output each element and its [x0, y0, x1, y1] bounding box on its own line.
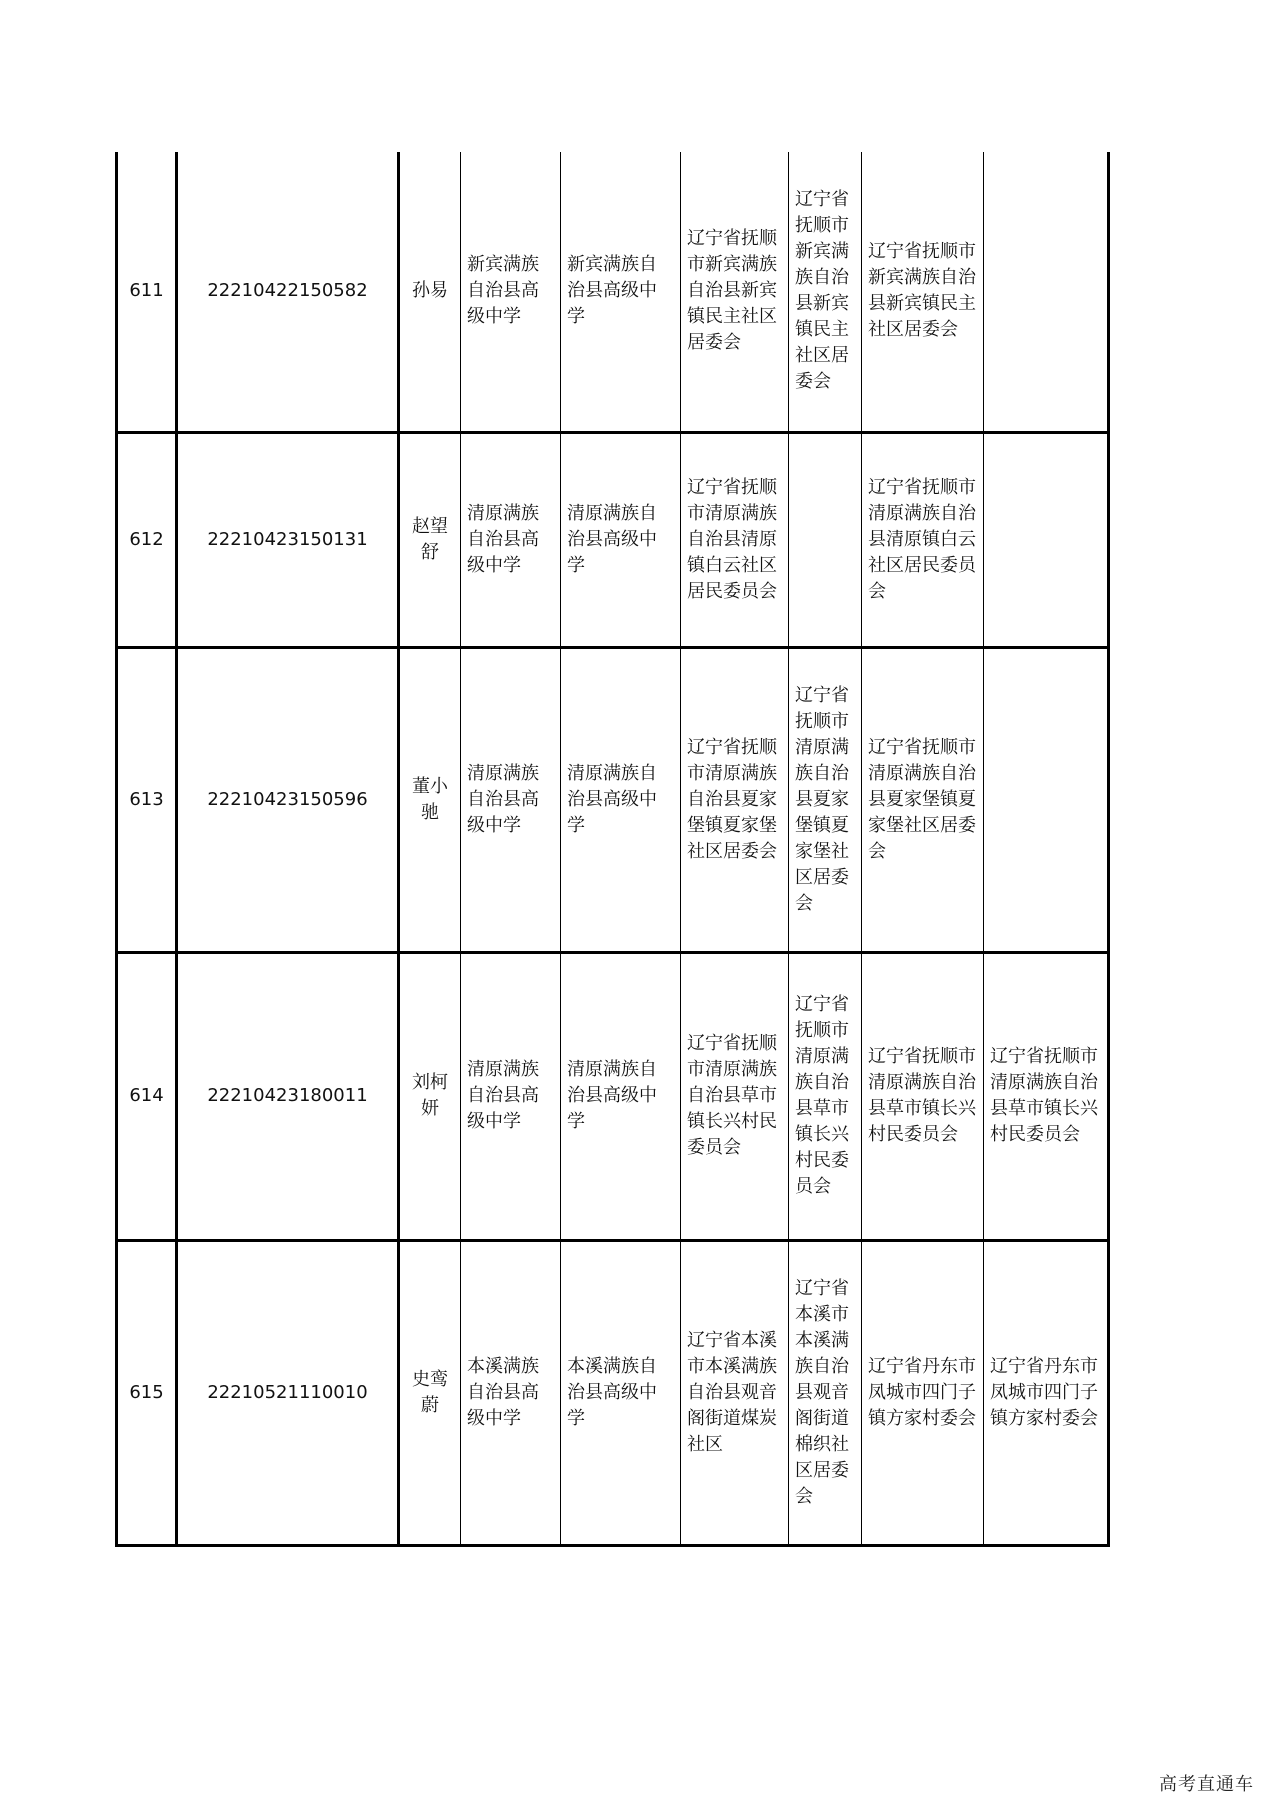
graduated-school-cell: 清原满族自治县高级中学 [561, 432, 681, 647]
graduated-school-cell: 清原满族自治县高级中学 [561, 647, 681, 952]
table-row [117, 647, 1109, 952]
guardian-address-cell: 辽宁省抚顺市新宾满族自治县新宾镇民主社区居委会 [862, 152, 984, 432]
roster-sheet [115, 152, 1107, 1547]
residence-address-cell: 辽宁省抚顺市新宾满族自治县新宾镇民主社区居委会 [789, 152, 862, 432]
school-name-cell: 本溪满族自治县高级中学 [461, 1240, 561, 1545]
roster-rows [117, 152, 1109, 1545]
school-name-cell: 新宾满族自治县高级中学 [461, 152, 561, 432]
residence-address-cell: 辽宁省抚顺市清原满族自治县草市镇长兴村民委员会 [789, 952, 862, 1240]
row-index-cell: 611 [117, 152, 177, 432]
graduated-school-cell: 清原满族自治县高级中学 [561, 952, 681, 1240]
table-row [117, 1240, 1109, 1545]
other-address-cell: 辽宁省抚顺市清原满族自治县草市镇长兴村民委员会 [984, 952, 1109, 1240]
guardian-address-cell: 辽宁省抚顺市清原满族自治县清原镇白云社区居民委员会 [862, 432, 984, 647]
school-name-cell: 清原满族自治县高级中学 [461, 432, 561, 647]
other-address-cell: 辽宁省丹东市凤城市四门子镇方家村委会 [984, 1240, 1109, 1545]
watermark-text: 高考直通车 [1159, 1774, 1254, 1795]
exam-number-cell: 22210422150582 [177, 152, 399, 432]
school-name-cell: 清原满族自治县高级中学 [461, 647, 561, 952]
row-index-cell: 615 [117, 1240, 177, 1545]
row-index-cell: 614 [117, 952, 177, 1240]
household-address-cell: 辽宁省抚顺市清原满族自治县草市镇长兴村民委员会 [681, 952, 789, 1240]
graduated-school-cell: 新宾满族自治县高级中学 [561, 152, 681, 432]
row-index-cell: 612 [117, 432, 177, 647]
school-name-cell: 清原满族自治县高级中学 [461, 952, 561, 1240]
guardian-address-cell: 辽宁省抚顺市清原满族自治县夏家堡镇夏家堡社区居委会 [862, 647, 984, 952]
table-row [117, 432, 1109, 647]
exam-number-cell: 22210521110010 [177, 1240, 399, 1545]
student-name-cell: 刘柯妍 [399, 952, 461, 1240]
other-address-cell [984, 152, 1109, 432]
household-address-cell: 辽宁省本溪市本溪满族自治县观音阁街道煤炭社区 [681, 1240, 789, 1545]
residence-address-cell: 辽宁省本溪市本溪满族自治县观音阁街道棉织社区居委会 [789, 1240, 862, 1545]
exam-number-cell: 22210423180011 [177, 952, 399, 1240]
student-name-cell: 史鸾蔚 [399, 1240, 461, 1545]
guardian-address-cell: 辽宁省抚顺市清原满族自治县草市镇长兴村民委员会 [862, 952, 984, 1240]
table-row [117, 952, 1109, 1240]
residence-address-cell: 辽宁省抚顺市清原满族自治县夏家堡镇夏家堡社区居委会 [789, 647, 862, 952]
household-address-cell: 辽宁省抚顺市清原满族自治县清原镇白云社区居民委员会 [681, 432, 789, 647]
student-name-cell: 孙易 [399, 152, 461, 432]
student-name-cell: 董小驰 [399, 647, 461, 952]
household-address-cell: 辽宁省抚顺市清原满族自治县夏家堡镇夏家堡社区居委会 [681, 647, 789, 952]
other-address-cell [984, 647, 1109, 952]
guardian-address-cell: 辽宁省丹东市凤城市四门子镇方家村委会 [862, 1240, 984, 1545]
table-row [117, 152, 1109, 432]
roster-table [115, 152, 1110, 1547]
student-name-cell: 赵望舒 [399, 432, 461, 647]
other-address-cell [984, 432, 1109, 647]
household-address-cell: 辽宁省抚顺市新宾满族自治县新宾镇民主社区居委会 [681, 152, 789, 432]
exam-number-cell: 22210423150596 [177, 647, 399, 952]
residence-address-cell [789, 432, 862, 647]
exam-number-cell: 22210423150131 [177, 432, 399, 647]
row-index-cell: 613 [117, 647, 177, 952]
graduated-school-cell: 本溪满族自治县高级中学 [561, 1240, 681, 1545]
